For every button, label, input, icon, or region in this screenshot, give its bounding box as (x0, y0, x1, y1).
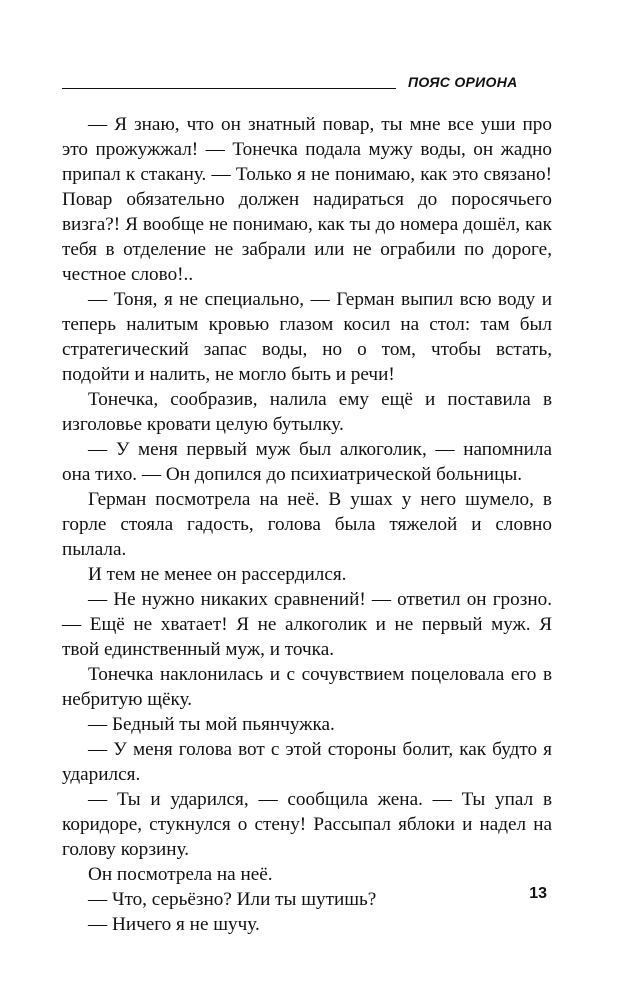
paragraph-2: — Тоня, я не специально, — Герман выпил всю воду и теперь налитым кровью глазом косил на стол: там был стратегический запас воды, но о том, чтобы встать, подойти и налить, не могло быть и речи! (62, 289, 552, 385)
paragraph-10: — У меня голова вот с этой стороны болит, как будто я ударился. (62, 739, 552, 785)
paragraph-9: — Бедный ты мой пьянчужка. (88, 714, 335, 735)
paragraph-4: — У меня первый муж был алкоголик, — напомнила она тихо. — Он допился до психиатрической больницы. (62, 439, 552, 485)
header-rule (62, 88, 396, 89)
paragraph-1: — Я знаю, что он знатный повар, ты мне все уши про это прожужжал! — Тонечка подала мужу воды, он жадно припал к стакану. — Только я не понимаю, как это связано! Повар обязательно должен надираться до поросячьего визга?! Я вообще не понимаю, как ты до номера дошёл, как тебя в отделение не забрали или не ограбили по дороге, честное слово!.. (62, 114, 552, 285)
paragraph-12: Он посмотрела на неё. (88, 864, 273, 885)
paragraph-13: — Что, серьёзно? Или ты шутишь? (88, 889, 377, 910)
paragraph-6: И тем не менее он рассердился. (88, 564, 347, 585)
paragraph-11: — Ты и ударился, — сообщила жена. — Ты упал в коридоре, стукнулся о стену! Рассыпал яблоки и надел на голову корзину. (62, 789, 552, 860)
page-number: 13 (529, 885, 547, 902)
paragraph-5: Герман посмотрела на неё. В ушах у него шумело, в горле стояла гадость, голова была тяжелой и словно пылала. (62, 489, 552, 560)
body-text (62, 112, 552, 937)
paragraph-8: Тонечка наклонилась и с сочувствием поцеловала его в небритую щёку. (62, 664, 552, 710)
paragraph-7: — Не нужно никаких сравнений! — ответил он грозно. — Ещё не хватает! Я не алкоголик и не первый муж. Я твой единственный муж, и точка. (62, 589, 552, 660)
running-title: ПОЯС ОРИОНА (408, 74, 518, 90)
paragraph-3: Тонечка, сообразив, налила ему ещё и поставила в изголовье кровати целую бутылку. (62, 389, 552, 435)
paragraph-14: — Ничего я не шучу. (88, 914, 260, 935)
